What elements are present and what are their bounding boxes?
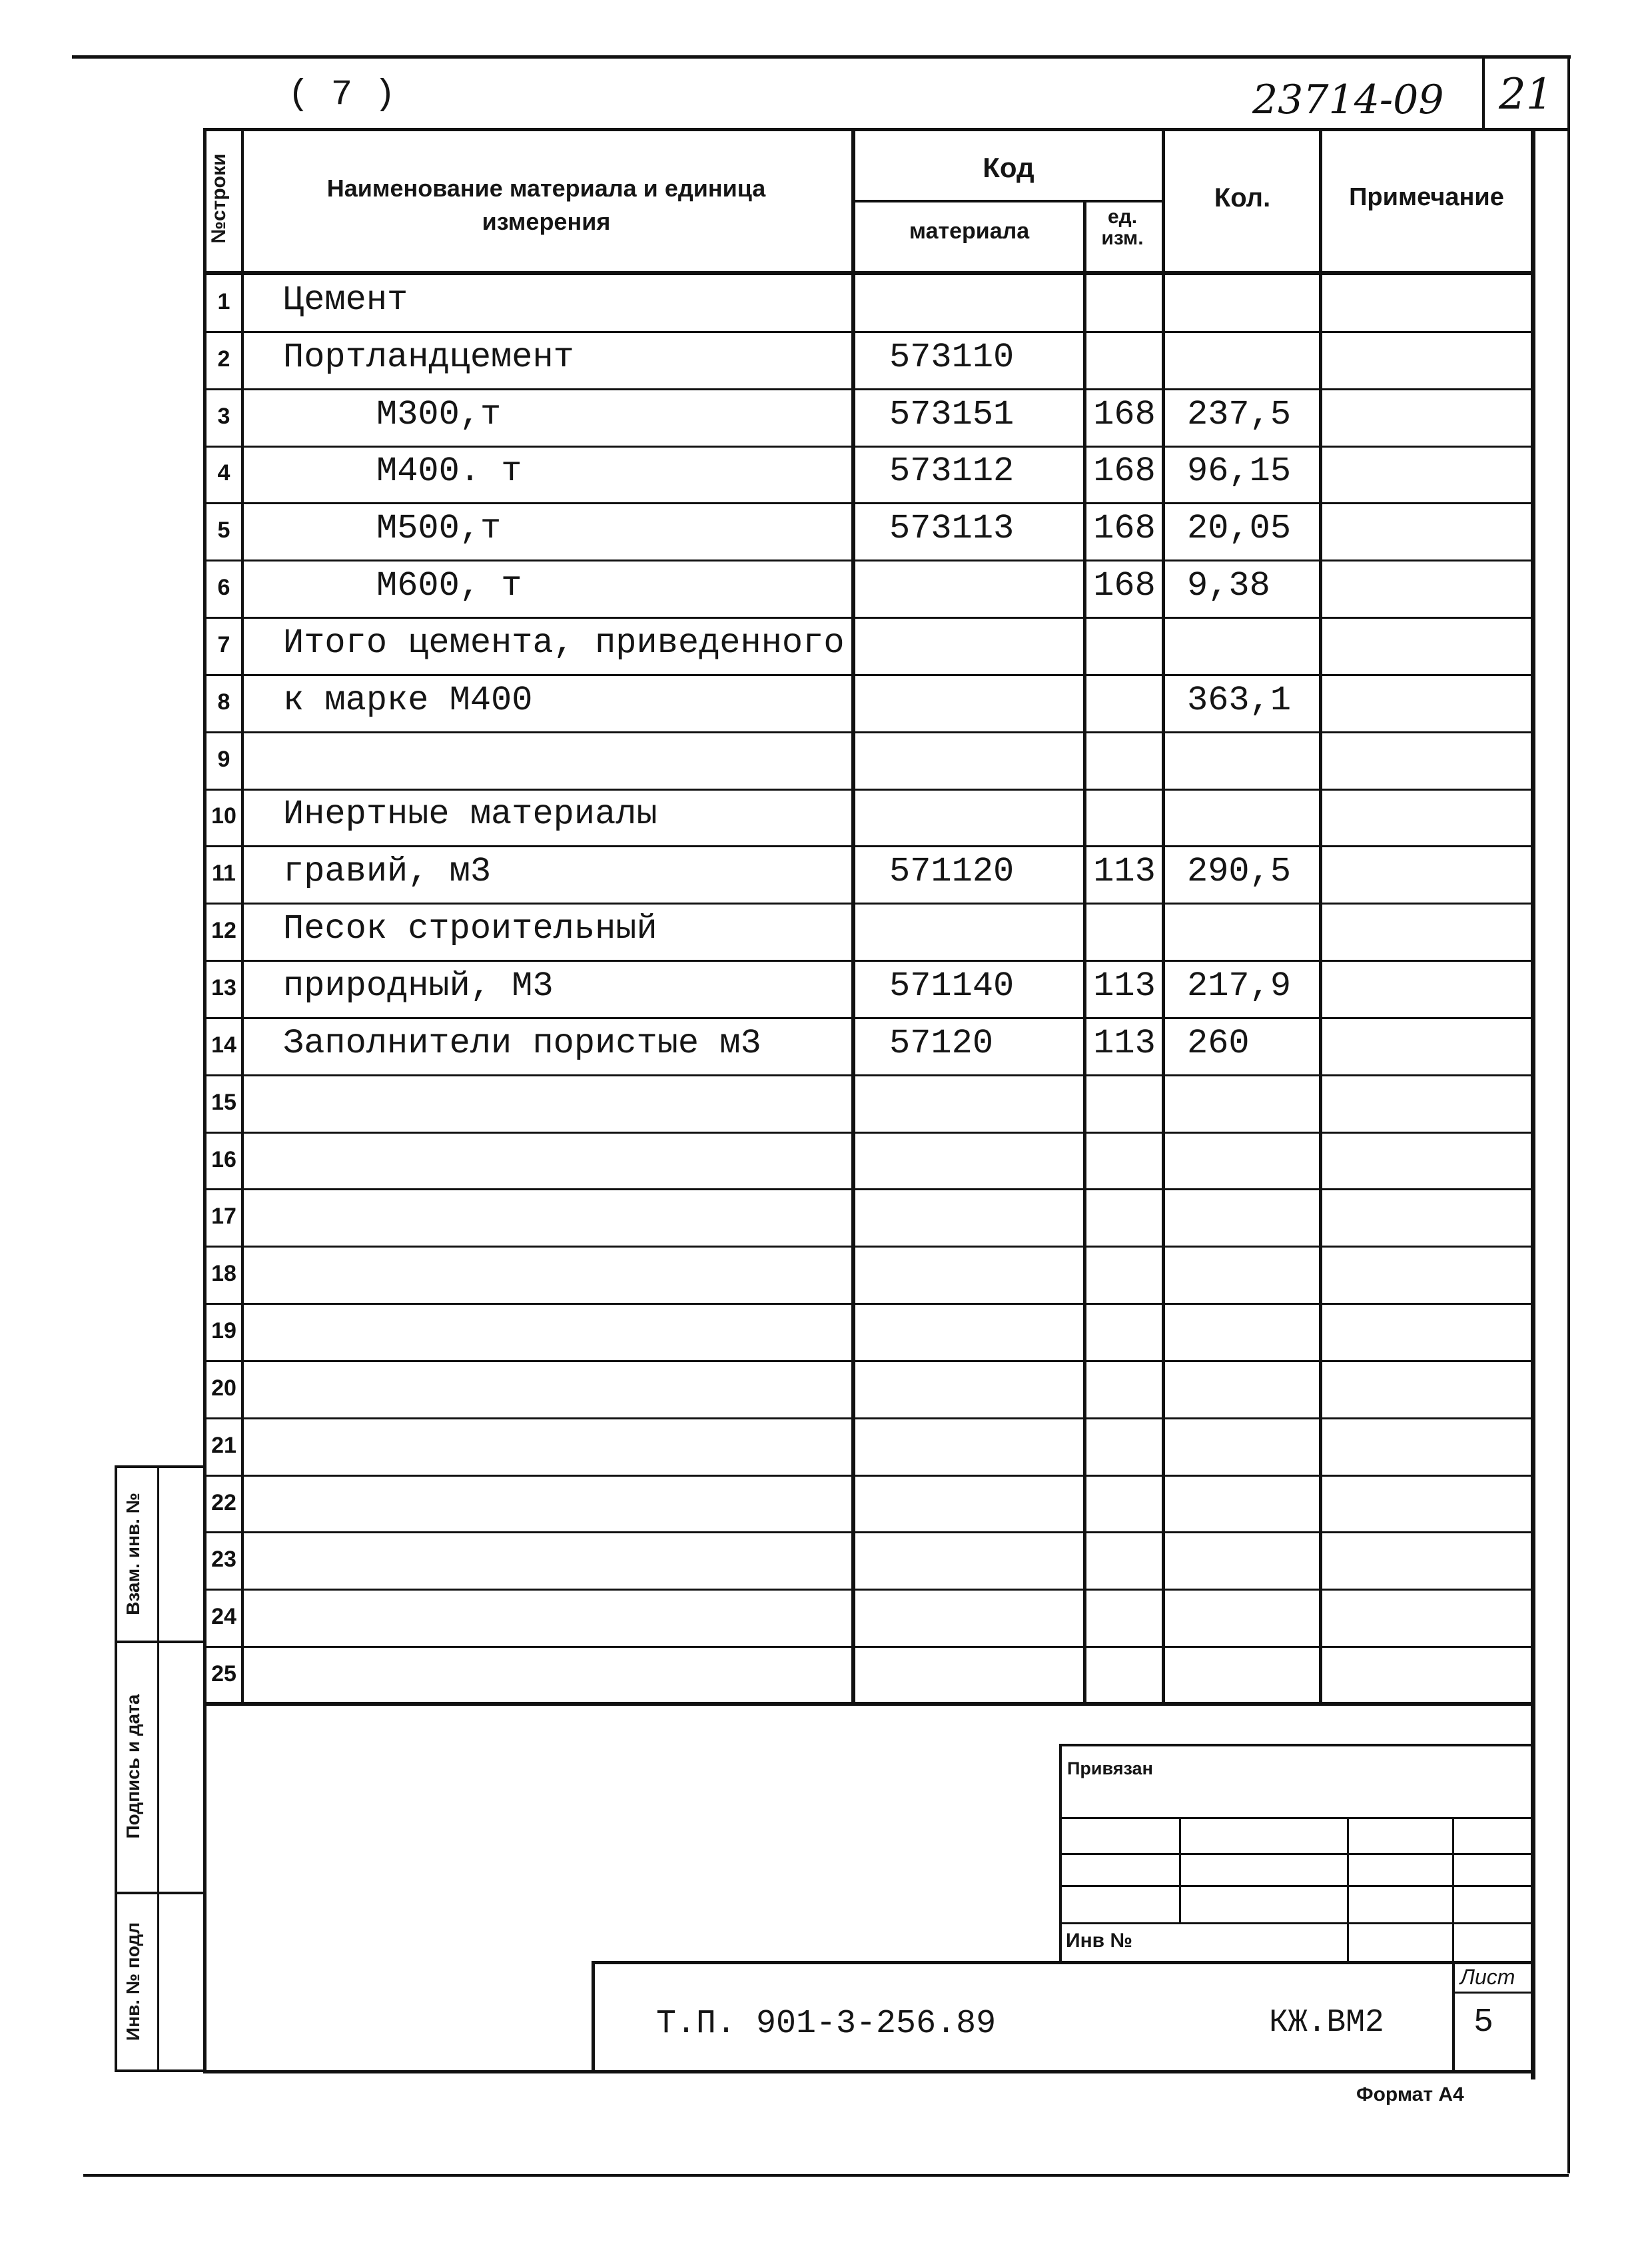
row-divider [203, 1589, 1535, 1591]
row-divider [203, 1531, 1535, 1533]
table-bottom-line [203, 1702, 1535, 1706]
sheet-number: 5 [1473, 2004, 1494, 2042]
col-unit-right [1162, 128, 1165, 1705]
privyazan-top [1059, 1744, 1533, 1746]
row-number: 10 [211, 803, 236, 829]
cell-code: 573151 [889, 395, 1015, 434]
cell-name: М600, т [376, 566, 522, 605]
doc-number: 23714-09 [1252, 77, 1444, 123]
header-code-unit: ед. изм. [1101, 206, 1144, 249]
row-number: 20 [211, 1375, 236, 1401]
privyazan-line-4 [1059, 1922, 1533, 1924]
col-qty-right [1319, 128, 1322, 1705]
col-name-right [851, 128, 855, 1705]
row-divider [203, 674, 1535, 676]
cell-qty: 20,05 [1187, 509, 1292, 548]
row-divider [203, 1417, 1535, 1419]
cell-name: Итого цемента, приведенного [283, 623, 845, 663]
row-number: 14 [211, 1032, 236, 1058]
cell-unit: 113 [1093, 1024, 1156, 1063]
row-number: 3 [217, 404, 230, 429]
cell-name: М300,т [376, 395, 502, 434]
inv-no-label: Инв № [1066, 1930, 1132, 1952]
header-qty: Кол. [1214, 183, 1271, 212]
row-divider [203, 502, 1535, 504]
stamp-outer-left [115, 1465, 117, 2071]
top-right-divider [1482, 55, 1485, 129]
row-number: 24 [211, 1604, 236, 1629]
cell-name: Заполнители пористые м3 [283, 1024, 761, 1063]
row-number: 22 [211, 1490, 236, 1515]
cell-code: 573112 [889, 452, 1015, 491]
row-divider [203, 617, 1535, 619]
row-number: 15 [211, 1090, 236, 1115]
row-divider [203, 388, 1535, 390]
cell-name: Песок строительный [283, 909, 657, 948]
cell-qty: 260 [1187, 1024, 1250, 1063]
header-bottom-line [203, 271, 1535, 275]
row-number: 19 [211, 1318, 236, 1343]
doc-mark: КЖ.ВМ2 [1269, 2005, 1384, 2041]
cell-unit: 168 [1093, 452, 1156, 491]
top-border-line [72, 55, 1571, 59]
cell-name: гравий, м3 [283, 852, 492, 891]
row-number: 21 [211, 1433, 236, 1458]
privyazan-line-3 [1059, 1885, 1533, 1887]
stamp-bottom-line [115, 2069, 205, 2072]
cell-unit: 113 [1093, 852, 1156, 891]
stamp-div-1 [115, 1641, 205, 1643]
row-number: 18 [211, 1261, 236, 1286]
cell-qty: 96,15 [1187, 452, 1292, 491]
row-divider [203, 1017, 1535, 1019]
privyazan-label: Привязан [1067, 1758, 1153, 1778]
stamp-div-2 [115, 1892, 205, 1894]
cell-name: Портландцемент [283, 338, 574, 377]
row-number: 23 [211, 1547, 236, 1572]
sheet-box-left [1452, 1961, 1455, 2071]
stamp-main-top [592, 1961, 1533, 1964]
row-number: 16 [211, 1147, 236, 1172]
row-divider [203, 1188, 1535, 1190]
cell-qty: 217,9 [1187, 966, 1292, 1006]
page-number: 21 [1499, 70, 1553, 119]
row-divider [203, 1132, 1535, 1134]
code-subheader-line [851, 200, 1163, 202]
col-code-right [1083, 200, 1086, 1705]
bottom-border-line [83, 2174, 1569, 2177]
row-number: 13 [211, 975, 236, 1000]
cell-qty: 363,1 [1187, 681, 1292, 720]
sheet-label: Лист [1460, 1965, 1515, 1989]
row-divider [203, 903, 1535, 905]
cell-code: 571140 [889, 966, 1015, 1006]
cell-unit: 168 [1093, 509, 1156, 548]
stamp-inner-left [157, 1465, 159, 2071]
cell-name: М500,т [376, 509, 502, 548]
doc-code: Т.П. 901-3-256.89 [656, 2005, 997, 2043]
row-divider [203, 845, 1535, 847]
cell-name: Цемент [283, 280, 408, 320]
col-note-right [1531, 128, 1535, 2079]
format-label: Формат А4 [1356, 2083, 1464, 2105]
cell-qty: 290,5 [1187, 852, 1292, 891]
row-number: 1 [217, 289, 230, 314]
stamp-inv-podl: Инв. № подл [123, 1922, 143, 2042]
cell-code: 571120 [889, 852, 1015, 891]
header-name: Наименование материала и единица измерения [326, 175, 766, 235]
cell-code: 573110 [889, 338, 1015, 377]
privyazan-col-3 [1452, 1817, 1454, 1964]
cell-name: природный, М3 [283, 966, 554, 1006]
sheet-box-divider [1452, 1992, 1533, 1994]
privyazan-line-1 [1059, 1817, 1533, 1819]
row-divider [203, 1246, 1535, 1248]
cell-qty: 9,38 [1187, 566, 1270, 605]
cell-code: 57120 [889, 1024, 994, 1063]
privyazan-line-2 [1059, 1853, 1533, 1855]
row-number: 6 [217, 575, 230, 600]
privyazan-col-1 [1179, 1817, 1181, 1924]
row-number: 9 [217, 747, 230, 772]
row-number: 25 [211, 1661, 236, 1686]
header-row-no: №строки [208, 153, 230, 244]
row-number: 7 [217, 632, 230, 657]
row-divider [203, 1646, 1535, 1648]
cell-unit: 113 [1093, 966, 1156, 1006]
row-number: 17 [211, 1204, 236, 1229]
row-divider [203, 446, 1535, 448]
table-top-line [203, 128, 1570, 131]
cell-name: Инертные материалы [283, 795, 657, 834]
row-number: 11 [212, 861, 236, 886]
stamp-vzam: Взам. инв. № [123, 1493, 143, 1615]
cell-name: М400. т [376, 452, 522, 491]
cell-qty: 237,5 [1187, 395, 1292, 434]
row-divider [203, 731, 1535, 733]
row-divider [203, 1475, 1535, 1477]
stamp-main-bottom [203, 2070, 1534, 2073]
row-divider [203, 560, 1535, 561]
cell-unit: 168 [1093, 395, 1156, 434]
row-number: 8 [217, 689, 230, 715]
row-number: 4 [217, 460, 230, 486]
row-number: 5 [217, 518, 230, 543]
row-divider [203, 960, 1535, 962]
page-right-edge [1567, 55, 1570, 2173]
stamp-main-left [592, 1961, 595, 2073]
header-note: Примечание [1349, 183, 1504, 211]
stamp-podpis: Подпись и дата [123, 1694, 143, 1839]
cell-name: к марке М400 [283, 681, 533, 720]
cell-unit: 168 [1093, 566, 1156, 605]
row-divider [203, 331, 1535, 333]
cell-code: 573113 [889, 509, 1015, 548]
row-divider [203, 789, 1535, 791]
sheet-marker: ( 7 ) [288, 75, 396, 115]
header-code: Код [983, 152, 1034, 183]
row-divider [203, 1074, 1535, 1076]
row-number: 2 [217, 346, 230, 372]
header-code-material: материала [909, 218, 1030, 244]
row-divider [203, 1303, 1535, 1305]
privyazan-col-2 [1347, 1817, 1349, 1964]
row-divider [203, 1360, 1535, 1362]
row-number: 12 [211, 918, 236, 943]
